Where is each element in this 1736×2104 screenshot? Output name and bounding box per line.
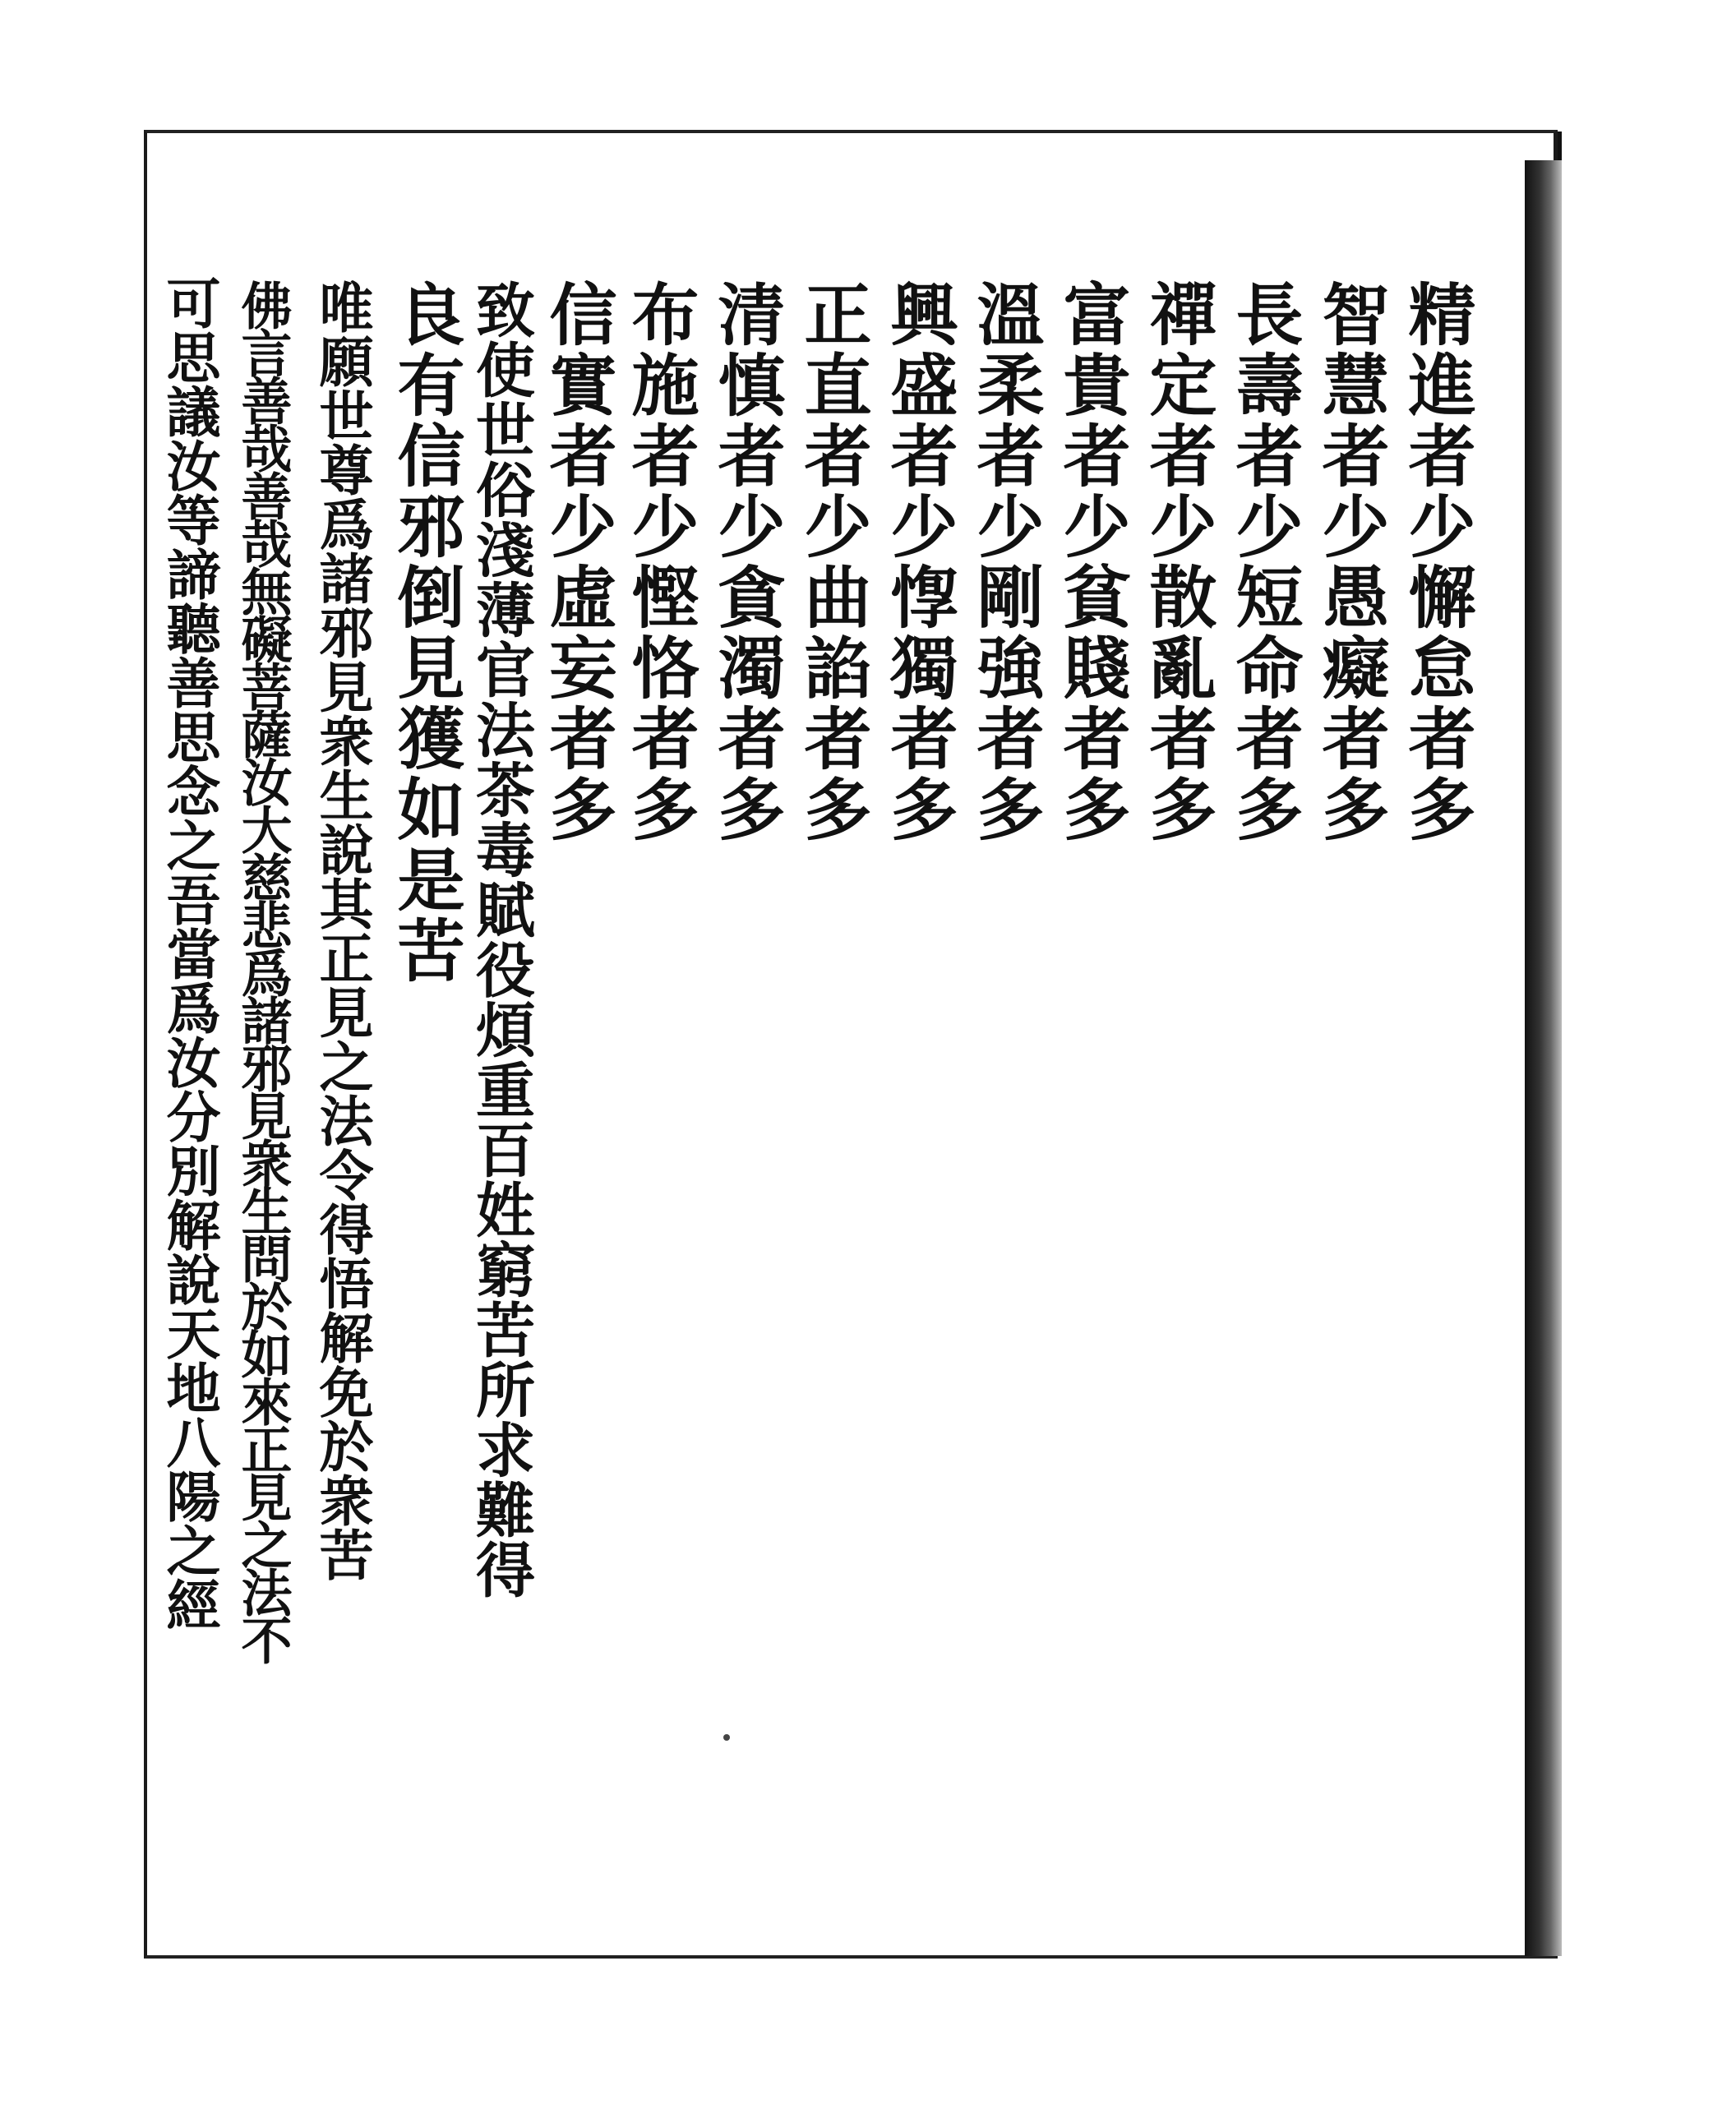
text-column-6: 溫柔者少剛強者多	[966, 279, 1045, 845]
text-column-8: 正直者少曲諂者多	[793, 279, 872, 845]
book-binding-edge	[1525, 160, 1562, 1956]
text-column-3: 長壽者少短命者多	[1225, 279, 1304, 845]
text-column-9: 清慎者少貪濁者多	[707, 279, 786, 845]
text-column-16: 可思議汝等諦聽善思念之吾當爲汝分別解說天地八陽之經	[157, 275, 221, 1631]
text-column-2: 智慧者少愚癡者多	[1311, 279, 1390, 845]
text-column-15: 佛言善哉善哉無礙菩薩汝大慈悲爲諸邪見衆生問於如來正見之法不	[233, 279, 293, 1662]
text-column-1: 精進者少懈怠者多	[1397, 279, 1476, 845]
text-column-14: 唯願世尊爲諸邪見衆生說其正見之法令得悟解免於衆苦	[310, 279, 374, 1581]
text-column-7: 興盛者少惸獨者多	[880, 279, 958, 845]
text-column-5: 富貴者少貧賤者多	[1052, 279, 1131, 845]
text-column-13: 良有信邪倒見獲如是苦	[386, 279, 465, 986]
text-column-10: 布施者少慳恪者多	[621, 279, 699, 845]
manuscript-text	[156, 275, 1476, 1662]
text-column-11: 信實者少虛妄者多	[538, 279, 617, 845]
text-column-4: 禪定者少散亂者多	[1138, 279, 1217, 845]
ink-speck	[723, 1734, 730, 1741]
text-column-12: 致使世俗淺薄官法茶毒賦役煩重百姓窮苦所求難得	[466, 279, 536, 1599]
